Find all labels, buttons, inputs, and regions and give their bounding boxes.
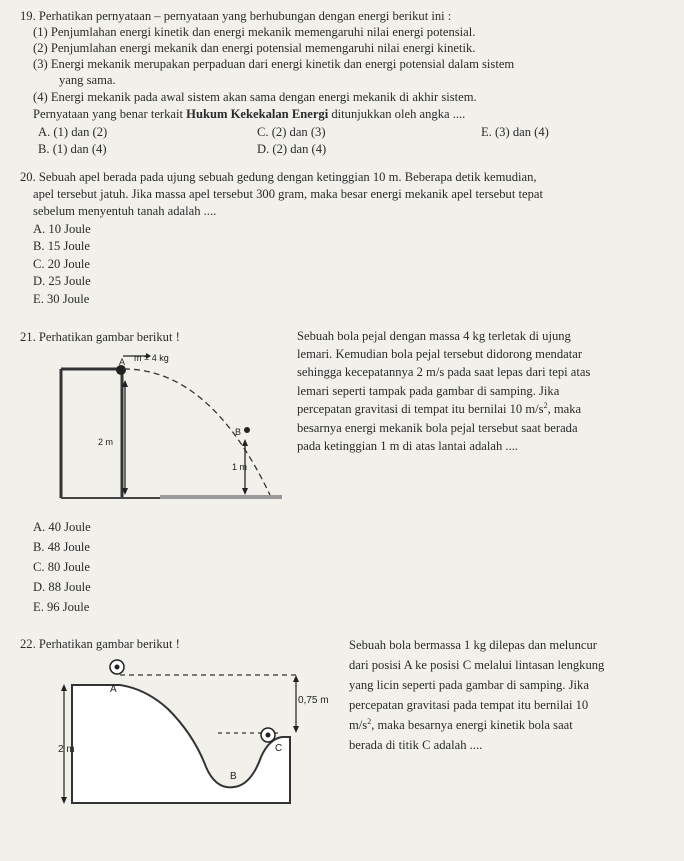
q19-stem: 19. Perhatikan pernyataan – pernyataan yang berhubungan dengan energi berikut ini :: [20, 9, 452, 23]
q20-line-2: apel tersebut jatuh. Jika massa apel tersebut 300 gram, maka besar energi mekanik apel tersebut tepat: [33, 187, 543, 201]
q22-label-c: C: [275, 743, 283, 754]
q21-option-a[interactable]: A. 40 Joule: [33, 520, 91, 534]
q22-track: [72, 685, 290, 803]
q21-label-1m: 1 m: [232, 462, 248, 472]
q22-line-6: berada di titik C adalah ....: [349, 738, 483, 752]
q21-line-7: pada ketinggian 1 m di atas lantai adalah ....: [297, 439, 519, 453]
q21-line-3: sehingga kecepatannya 2 m/s pada saat lepas dari tepi atas: [297, 365, 591, 379]
q19-conclusion-bold: Hukum Kekekalan Energi: [186, 107, 329, 121]
q19-statement-2: (2) Penjumlahan energi mekanik dan energi potensial memengaruhi nilai energi kinetik.: [33, 41, 476, 55]
q21-point-b: [244, 427, 250, 433]
q21-label-height: 2 m: [98, 437, 114, 447]
q22-line-5: $m/s^2$, maka besarnya energi kinetik bola saat: [349, 716, 573, 732]
q21-option-b[interactable]: B. 48 Joule: [33, 540, 91, 554]
q20-option-d[interactable]: D. 25 Joule: [33, 274, 91, 288]
q21-heading: 21. Perhatikan gambar berikut !: [20, 330, 180, 344]
q19-option-c[interactable]: C. (2) dan (3): [257, 125, 326, 139]
q21-option-c[interactable]: C. 80 Joule: [33, 560, 91, 574]
q20-option-a[interactable]: A. 10 Joule: [33, 222, 91, 236]
q19-option-e[interactable]: E. (3) dan (4): [481, 125, 549, 139]
q22-label-b: B: [230, 771, 237, 782]
q22-heading: 22. Perhatikan gambar berikut !: [20, 637, 180, 651]
q22-line-3: yang licin seperti pada gambar di samping. Jika: [349, 678, 589, 692]
q19-statement-3: (3) Energi mekanik merupakan perpaduan dari energi kinetik dan energi potensial dalam sistem: [33, 57, 515, 71]
q22-figure: [58, 655, 329, 815]
q20-option-c[interactable]: C. 20 Joule: [33, 257, 91, 271]
q21-option-e[interactable]: E. 96 Joule: [33, 600, 90, 614]
q21-line-1: Sebuah bola pejal dengan massa 4 kg terletak di ujung: [297, 329, 571, 343]
q19-statement-1: (1) Penjumlahan energi kinetik dan energi mekanik memengaruhi nilai energi potensial.: [33, 25, 476, 39]
q22-label-a: A: [110, 684, 117, 695]
q19-option-b[interactable]: B. (1) dan (4): [38, 142, 107, 156]
q21-label-a: A: [119, 357, 126, 367]
q22-label-2m: 2 m: [58, 744, 75, 755]
q21-line-4: lemari seperti tampak pada gambar di samping. Jika: [297, 384, 560, 398]
q22-line-4: percepatan gravitasi pada tempat itu bernilai 10: [349, 698, 589, 712]
q22-label-height: 0,75 m: [298, 695, 329, 706]
q19-conclusion: Pernyataan yang benar terkait Hukum Kekekalan Energi ditunjukkan oleh angka ....: [33, 107, 466, 121]
q21-label-mass: m = 4 kg: [134, 353, 169, 363]
q22-line-2: dari posisi A ke posisi C melalui lintasan lengkung: [349, 658, 605, 672]
q22-line-1: Sebuah bola bermassa 1 kg dilepas dan meluncur: [349, 638, 597, 652]
q20-option-e[interactable]: E. 30 Joule: [33, 292, 90, 306]
q21-label-b: B: [235, 427, 242, 437]
q19-statement-4: (4) Energi mekanik pada awal sistem akan sama dengan energi mekanik di akhir sistem.: [33, 90, 477, 104]
q20-option-b[interactable]: B. 15 Joule: [33, 239, 91, 253]
q21-line-6: besarnya energi mekanik bola pejal tersebut saat berada: [297, 421, 578, 435]
q21-cabinet: [61, 369, 122, 498]
q21-line-5: percepatan gravitasi di tempat itu bernilai 10 $m/s^2$, maka: [297, 400, 582, 416]
q19-option-a[interactable]: A. (1) dan (2): [38, 125, 108, 139]
q19-statement-3-cont: yang sama.: [59, 73, 116, 87]
q20-line-3: sebelum menyentuh tanah adalah ....: [33, 204, 217, 218]
q19-option-d[interactable]: D. (2) dan (4): [257, 142, 327, 156]
q21-option-d[interactable]: D. 88 Joule: [33, 580, 91, 594]
q20-line-1: 20. Sebuah apel berada pada ujung sebuah gedung dengan ketinggian 10 m. Beberapa detik kemudian,: [20, 170, 537, 184]
q21-line-2: lemari. Kemudian bola pejal tersebut didorong mendatar: [297, 347, 583, 361]
q21-figure: [60, 345, 292, 505]
